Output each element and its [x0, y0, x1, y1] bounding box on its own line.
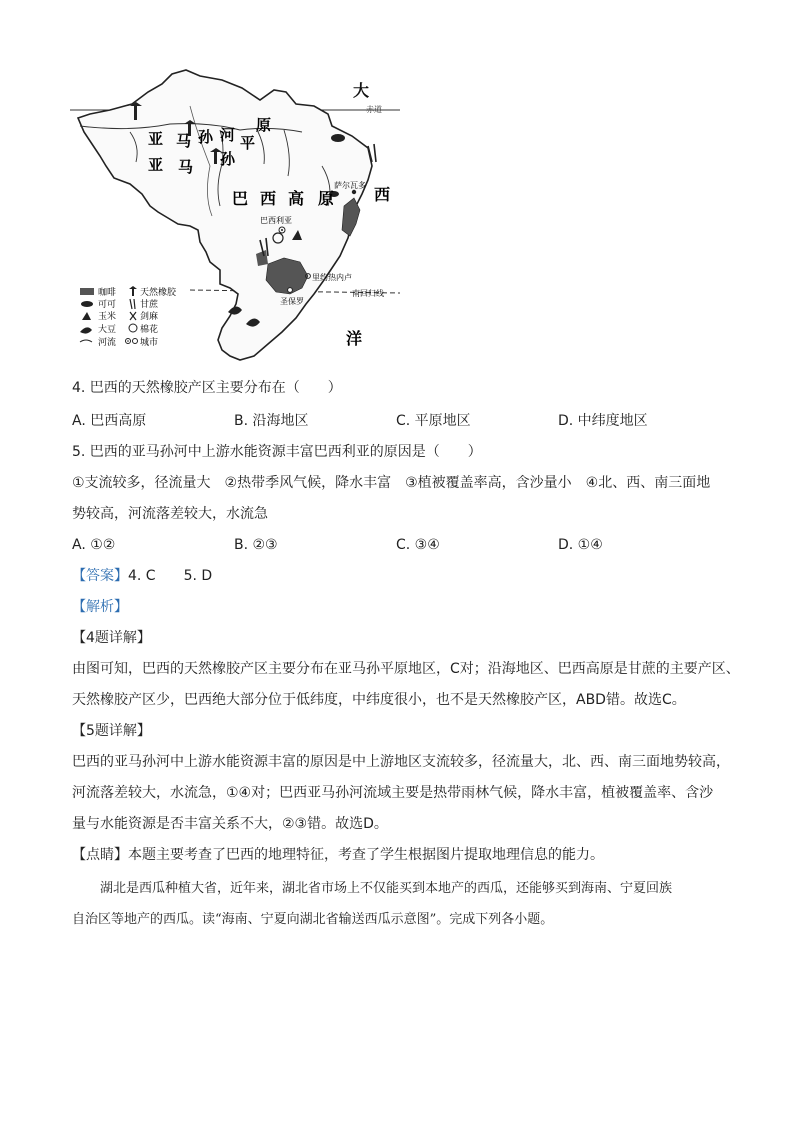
cocoa-icon: [331, 134, 345, 142]
sugarcane-icon: [130, 299, 135, 309]
remark-tag: 【点睛】: [72, 847, 128, 863]
coffee-area-icon: [80, 288, 94, 295]
q5-option-d: D. ①④: [558, 537, 603, 553]
legend-label: 可可: [98, 300, 117, 310]
map-label-rio: 里约热内卢: [312, 273, 352, 282]
city-sao-paulo: [288, 288, 293, 293]
detail5-tag: 【5题详解】: [72, 723, 151, 739]
plain-char: 亚: [148, 156, 164, 174]
soybean-icon: [80, 327, 92, 333]
q4-option-a: A. 巴西高原: [72, 413, 147, 429]
q5-statements-line1: ①支流较多，径流量大 ②热带季风气候，降水丰富 ③植被覆盖率高，含沙量小 ④北、西、南三面地: [72, 475, 711, 491]
legend-label: 城市: [140, 338, 159, 348]
q5-option-a: A. ①②: [72, 537, 116, 553]
city-icon: [126, 339, 138, 344]
answer-text: 4. C 5. D: [128, 568, 213, 584]
intro-line1: 湖北是西瓜种植大省，近年来，湖北省市场上不仅能买到本地产的西瓜，还能够买到海南、宁夏回族: [100, 881, 673, 896]
plateau-char: 高: [288, 189, 305, 208]
remark-line: [72, 845, 604, 865]
detail5-line1: 巴西的亚马孙河中上游水能资源丰富的原因是中上游地区支流较多，径流量大，北、西、南三面地势较高，: [72, 754, 730, 770]
q4-option-c: C. 平原地区: [396, 413, 471, 429]
legend-label: 咖啡: [98, 288, 117, 298]
legend-label: 棉花: [140, 325, 159, 335]
sisal-icon: [130, 312, 136, 320]
brazil-map: [70, 66, 410, 366]
rubber-icon: [129, 286, 137, 296]
q4-option-d: D. 中纬度地区: [558, 413, 648, 429]
detail4-tag: 【4题详解】: [72, 630, 151, 646]
cocoa-icon: [81, 301, 93, 307]
q4-stem: 4. 巴西的天然橡胶产区主要分布在（ ）: [72, 380, 342, 396]
city-salvador: [352, 190, 356, 194]
legend-label: 甘蔗: [140, 300, 159, 310]
legend-label: 河流: [98, 338, 117, 348]
plain-char: 平: [240, 134, 256, 152]
legend-label: 天然橡胶: [140, 288, 177, 298]
river-icon: [80, 340, 92, 342]
brazil-outline: [78, 70, 372, 360]
legend-label: 玉米: [98, 312, 117, 322]
plateau-char: 原: [318, 189, 335, 208]
plain-char: 孙: [198, 128, 214, 146]
plain-char: 原: [256, 116, 272, 134]
detail4-line2: 天然橡胶产区少，巴西绝大部分位于低纬度，中纬度很小，也不是天然橡胶产区，ABD错。故选C。: [72, 692, 686, 708]
map-label-salvador: 萨尔瓦多: [334, 181, 366, 190]
remark-text: 本题主要考查了巴西的地理特征，考查了学生根据图片提取地理信息的能力。: [128, 847, 604, 863]
cotton-icon: [129, 324, 137, 332]
q5-option-c: C. ③④: [396, 537, 440, 553]
map-label-sao-paulo: 圣保罗: [280, 297, 304, 306]
plain-char: 河: [220, 126, 236, 144]
plain-char: 亚: [148, 130, 164, 148]
plateau-char: 西: [374, 185, 391, 204]
brazil-map-svg: [70, 66, 410, 366]
map-label-da: 大: [353, 81, 370, 100]
q5-statements-line2: 势较高，河流落差较大，水流急: [72, 506, 268, 522]
corn-icon: [82, 312, 91, 320]
answer-line: [72, 566, 212, 586]
detail4-line1: 由图可知，巴西的天然橡胶产区主要分布在亚马孙平原地区，C对；沿海地区、巴西高原是甘蔗的主要产区、: [72, 661, 740, 677]
analysis-tag: 【解析】: [72, 599, 128, 615]
plain-char: 马: [178, 158, 194, 176]
map-legend: [80, 286, 177, 348]
map-label-tropic: 南回归线: [352, 289, 384, 298]
plateau-char: 巴: [232, 189, 249, 208]
plain-char: 马: [176, 132, 192, 150]
map-label-chidao: 赤道: [366, 105, 382, 114]
map-label-yang: 洋: [346, 329, 363, 348]
plateau-char: 西: [260, 189, 277, 208]
map-label-brasilia: 巴西利亚: [260, 216, 292, 225]
plain-char: 孙: [220, 150, 236, 168]
detail5-line3: 量与水能资源是否丰富关系不大，②③错。故选D。: [72, 816, 388, 832]
intro-line2: 自治区等地产的西瓜。读“海南、宁夏向湖北省输送西瓜示意图”。完成下列各小题。: [72, 912, 554, 927]
detail5-line2: 河流落差较大，水流急，①④对；巴西亚马孙河流域主要是热带雨林气候，降水丰富，植被覆盖率、含沙: [72, 785, 714, 801]
answer-tag: 【答案】: [72, 568, 128, 584]
q5-option-b: B. ②③: [234, 537, 278, 553]
q5-stem: 5. 巴西的亚马孙河中上游水能资源丰富巴西利亚的原因是（ ）: [72, 444, 482, 460]
legend-label: 剑麻: [140, 312, 159, 322]
legend-label: 大豆: [98, 325, 117, 335]
q4-option-b: B. 沿海地区: [234, 413, 309, 429]
